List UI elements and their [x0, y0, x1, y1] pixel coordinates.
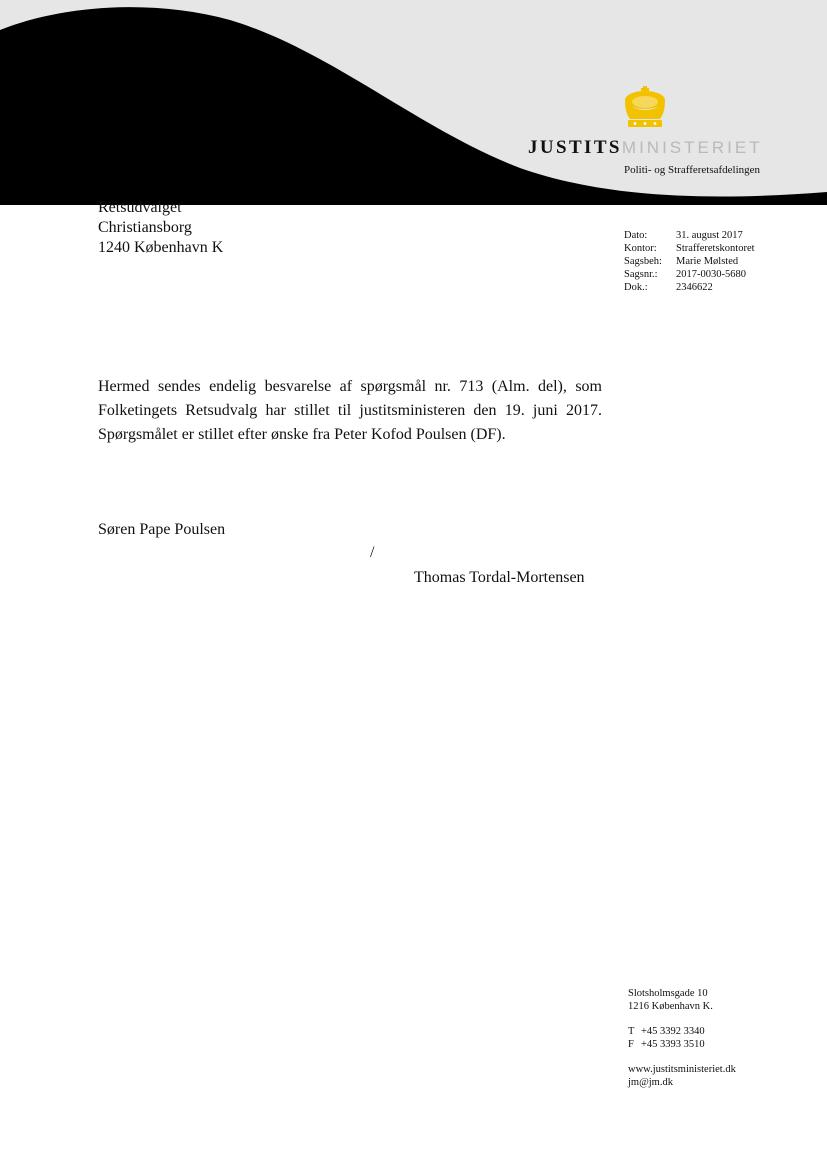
meta-label: Kontor:: [624, 243, 657, 254]
footer-city: 1216 København K.: [628, 1001, 713, 1012]
footer-fax: [628, 1038, 736, 1051]
recipient-line-3: 1240 København K: [98, 239, 224, 256]
recipient-address: [98, 198, 223, 258]
document-meta: [624, 229, 755, 294]
letter-body: [98, 375, 602, 447]
crown-icon: [620, 86, 670, 130]
logo-wordmark-light: MINISTERIET: [621, 138, 763, 157]
recipient-line-1: Retsudvalget: [98, 199, 182, 216]
phone-number: +45 3392 3340: [641, 1026, 705, 1037]
signature-separator: /: [370, 544, 375, 561]
meta-row-case-number: [624, 268, 755, 281]
footer-phone: [628, 1025, 736, 1038]
department-name: Politi- og Strafferetsafdelingen: [624, 164, 761, 176]
meta-label: Dok.:: [624, 282, 648, 293]
meta-value: Strafferetskontoret: [676, 243, 755, 254]
meta-row-case-handler: [624, 255, 755, 268]
meta-value: 2346622: [676, 282, 713, 293]
phone-label: T: [628, 1026, 635, 1037]
signature-official: Thomas Tordal-Mortensen: [414, 569, 585, 586]
fax-label: F: [628, 1039, 634, 1050]
logo-wordmark: [528, 137, 763, 159]
contact-footer: [628, 987, 736, 1089]
fax-number: +45 3393 3510: [641, 1039, 705, 1050]
header-wave-band: [0, 0, 827, 210]
meta-row-office: [624, 242, 755, 255]
meta-value: 2017-0030-5680: [676, 269, 746, 280]
footer-website: www.justitsministeriet.dk: [628, 1064, 736, 1075]
signature-minister: Søren Pape Poulsen: [98, 521, 226, 538]
meta-row-date: [624, 229, 755, 242]
meta-row-document: [624, 281, 755, 294]
meta-value: Marie Mølsted: [676, 256, 739, 267]
meta-label: Dato:: [624, 230, 648, 241]
logo-wordmark-bold: JUSTITS: [528, 137, 622, 158]
meta-label: Sagsbeh:: [624, 256, 662, 267]
body-paragraph: Hermed sendes endelig besvarelse af spørgsmål nr. 713 (Alm. del), som Folketingets Retsudvalg har stillet til justitsministeren den 19. juni 2017. Spørgsmålet er stillet efter ønske fra Peter Kofod Poulsen (DF).: [98, 378, 602, 443]
meta-value: 31. august 2017: [676, 230, 743, 241]
footer-email: jm@jm.dk: [628, 1077, 673, 1088]
meta-label: Sagsnr.:: [624, 269, 658, 280]
footer-street: Slotsholmsgade 10: [628, 988, 708, 999]
recipient-line-2: Christiansborg: [98, 219, 192, 236]
